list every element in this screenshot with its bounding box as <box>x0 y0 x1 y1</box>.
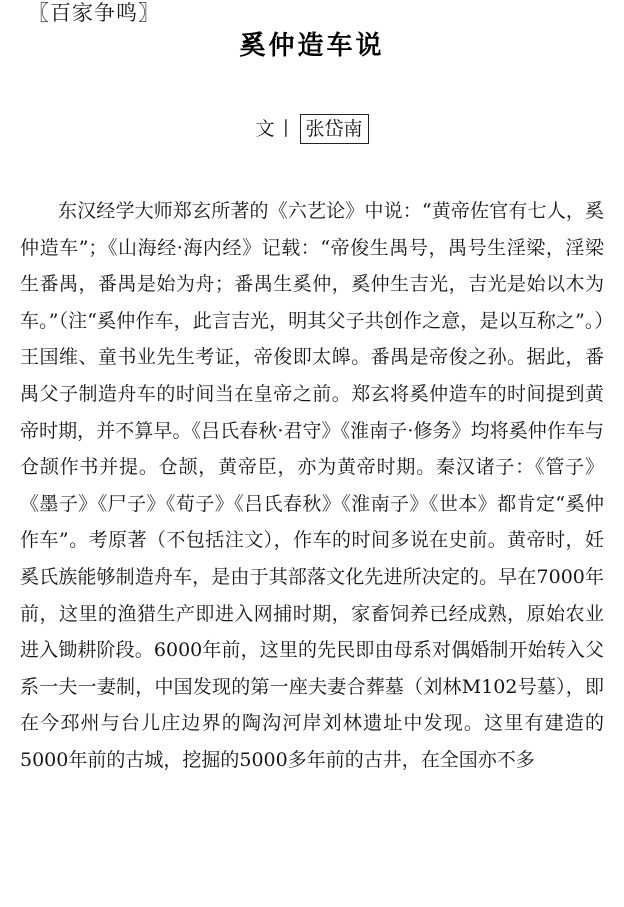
author-name: 张岱南 <box>300 114 369 144</box>
byline <box>0 114 624 144</box>
column-tag: 〖百家争鸣〗 <box>28 1 160 25</box>
byline-prefix: 文丨 <box>255 118 298 140</box>
article-title: 奚仲造车说 <box>239 31 385 61</box>
article-body: 东汉经学大师郑玄所著的《六艺论》中说：“黄帝佐官有七人，奚仲造车”；《山海经·海内经》记载：“帝俊生禺号，禺号生淫梁，淫梁生番禺，番禺是始为舟；番禺生奚仲，奚仲生吉光，吉光是始以木为车。”（注“奚仲作车，此言吉光，明其父子共创作之意，是以互称之”。）王国维、童书业先生考证，帝俊即太皞。番禺是帝俊之孙。据此，番禺父子制造舟车的时间当在皇帝之前。郑玄将奚仲造车的时间提到黄帝时期，并不算早。《吕氏春秋·君守》《淮南子·修务》均将奚仲作车与仓颉作书并提。仓颉，黄帝臣，亦为黄帝时期。秦汉诸子：《管子》《墨子》《尸子》《荀子》《吕氏春秋》《淮南子》《世本》都肯定“奚仲作车”。考原著（不包括注文），作车的时间多说在史前。黄帝时，妊奚氏族能够制造舟车，是由于其部落文化先进所决定的。早在7000年前，这里的渔猎生产即进入网捕时期，家畜饲养已经成熟，原始农业进入锄耕阶段。6000年前，这里的先民即由母系对偶婚制开始转入父系一夫一妻制，中国发现的第一座夫妻合葬墓（刘林M102号墓），即在今邳州与台儿庄边界的陶沟河岸刘林遗址中发现。这里有建造的5000年前的古城，挖掘的5000多年前的古井，在全国亦不多 <box>20 200 604 771</box>
